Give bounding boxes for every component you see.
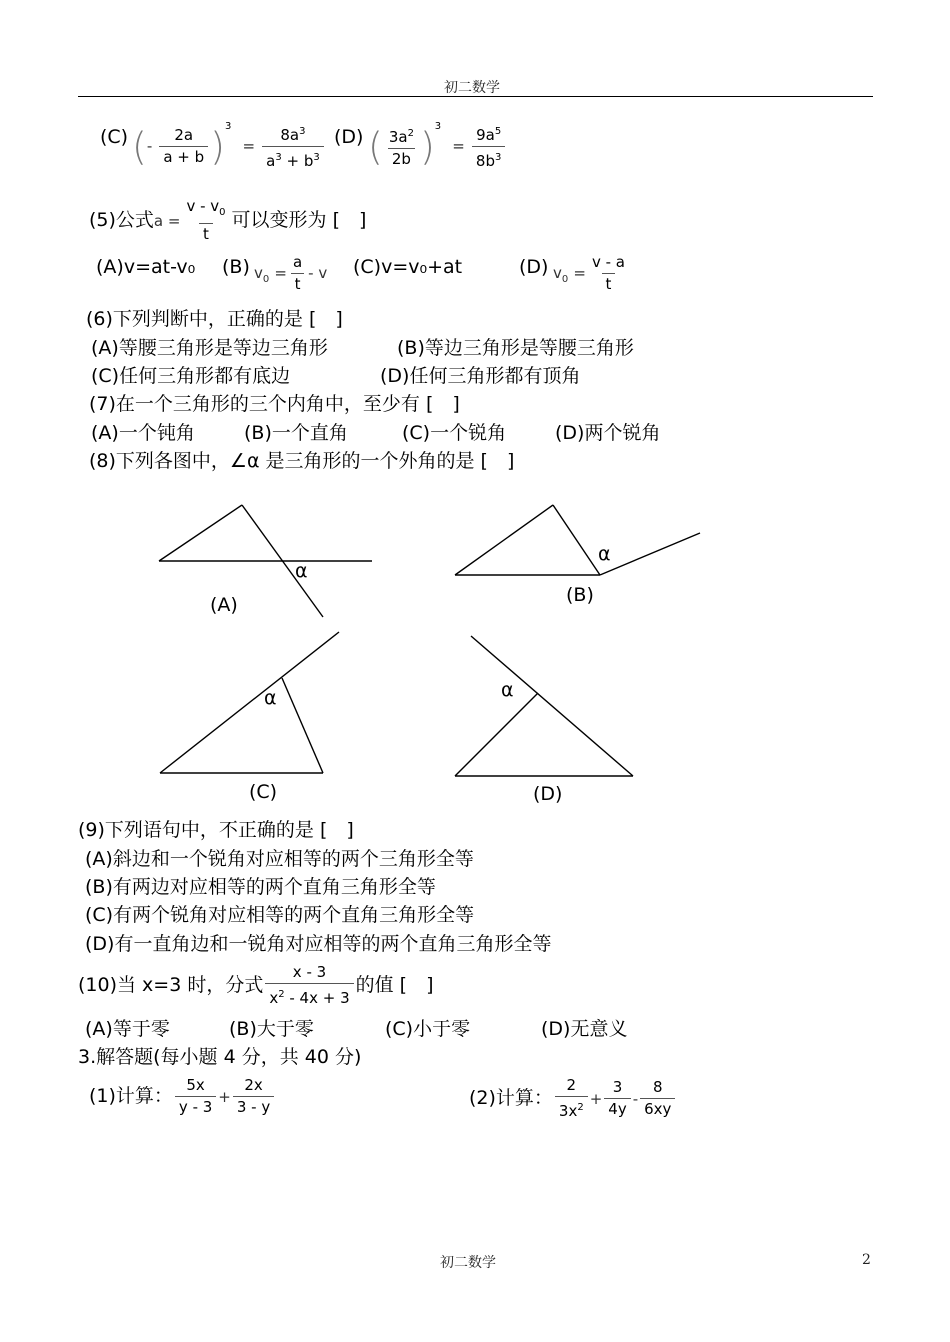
q4-optc-result-fraction: $\frac{8a^3}{a^3 + b^3}$ xyxy=(262,123,324,170)
q4-optc-fraction: $\frac{2a}{a + b}$ xyxy=(159,127,208,166)
q4-optd-result-fraction: $\frac{9a^5}{8b^3}$ xyxy=(472,123,505,170)
q5-option-b-expression: $v_0$ = $\frac{a}{t}$ - v xyxy=(254,253,328,293)
q7-option-d: (D)两个锐角 xyxy=(555,422,661,444)
figure-b-right-side xyxy=(553,505,600,575)
figure-d-left-side xyxy=(455,693,538,776)
q5-option-d: (D) xyxy=(519,256,549,278)
q6-stem: (6)下列判断中，正确的是 [ ] xyxy=(86,308,343,330)
section3-title: 3.解答题(每小题 4 分，共 40 分) xyxy=(78,1046,362,1068)
figure-c-right-side xyxy=(282,678,323,773)
q6-option-d: (D)任何三角形都有顶角 xyxy=(380,365,581,387)
q9-option-d: (D)有一直角边和一锐角对应相等的两个直角三角形全等 xyxy=(85,933,552,955)
q10-option-d: (D)无意义 xyxy=(541,1018,628,1040)
page-header-title: 初二数学 xyxy=(444,80,500,96)
figure-b-label: (B) xyxy=(566,584,594,606)
figure-a-left-side xyxy=(159,505,242,561)
q9-option-c: (C)有两个锐角对应相等的两个直角三角形全等 xyxy=(85,904,475,926)
q4-optc-label: (C) xyxy=(100,126,129,148)
q10-option-b: (B)大于零 xyxy=(229,1018,314,1040)
figure-b-alpha: α xyxy=(598,543,611,565)
q5-option-a: (A)v=at-v₀ xyxy=(96,256,196,278)
figure-a xyxy=(159,505,372,617)
figure-c xyxy=(160,632,339,803)
page-footer-title: 初二数学 xyxy=(440,1255,496,1271)
q8-stem: (8)下列各图中，∠α 是三角形的一个外角的是 [ ] xyxy=(89,450,515,472)
figure-b-left-side xyxy=(455,505,553,575)
q7-option-c: (C)一个锐角 xyxy=(402,422,507,444)
figure-d-label: (D) xyxy=(533,783,563,805)
q9-stem: (9)下列语句中，不正确的是 [ ] xyxy=(78,819,354,841)
q4-optc-neg: - xyxy=(146,137,153,155)
q10-option-a: (A)等于零 xyxy=(85,1018,170,1040)
figure-d-extended-side xyxy=(471,636,633,776)
figure-d-alpha: α xyxy=(501,679,514,701)
figure-c-hypotenuse-extended xyxy=(160,632,339,773)
q7-option-a: (A)一个钝角 xyxy=(91,422,195,444)
section3-problem-1: (1)计算： $\frac{5x}{y - 3}$ + $\frac{2x}{3 - y}$ xyxy=(89,1077,276,1116)
figure-b-ray xyxy=(600,533,700,575)
q4-optd-fraction: $\frac{3a^2}{2b}$ xyxy=(388,128,414,168)
figure-c-alpha: α xyxy=(264,687,277,709)
q7-option-b: (B)一个直角 xyxy=(244,422,348,444)
q4-option-d-expression: ( $\frac{3a^2}{2b}$ )$^3$ = $\frac{9a^5}{8b^3}$ xyxy=(368,121,507,170)
q6-option-b: (B)等边三角形是等腰三角形 xyxy=(397,337,634,359)
q9-option-b: (B)有两边对应相等的两个直角三角形全等 xyxy=(85,876,436,898)
figure-c-label: (C) xyxy=(249,781,278,803)
figure-d xyxy=(455,636,633,805)
q7-stem: (7)在一个三角形的三个内角中，至少有 [ ] xyxy=(89,393,460,415)
figure-a-alpha: α xyxy=(295,560,308,582)
q6-option-a: (A)等腰三角形是等边三角形 xyxy=(91,337,328,359)
figure-b xyxy=(455,505,700,606)
q6-option-c: (C)任何三角形都有底边 xyxy=(91,365,291,387)
section3-problem-2: (2)计算： $\frac{2}{3x^2}$ + $\frac{3}{4y}$ - $\frac{8}{6xy}$ xyxy=(469,1077,677,1120)
figure-a-label: (A) xyxy=(210,594,238,616)
q5-option-c: (C)v=v₀+at xyxy=(353,256,463,278)
q10-fraction: $\frac{x - 3}{x^2 - 4x + 3}$ xyxy=(265,964,353,1007)
page-number: 2 xyxy=(862,1252,871,1268)
q5-stem: (5)公式a = $\frac{v - v_0}{t}$ 可以变形为 [ ] xyxy=(89,197,367,243)
q4-optd-label: (D) xyxy=(334,126,364,148)
q10-option-c: (C)小于零 xyxy=(385,1018,471,1040)
q5-option-d-expression: $v_0$ = $\frac{v - a}{t}$ xyxy=(553,253,625,293)
q5-option-b: (B) xyxy=(222,256,250,278)
q10-stem: (10)当 x=3 时，分式 $\frac{x - 3}{x^2 - 4x + 3}$ 的值 [ ] xyxy=(78,963,434,1007)
q5-formula-fraction: $\frac{v - v_0}{t}$ xyxy=(186,197,226,243)
q9-option-a: (A)斜边和一个锐角对应相等的两个三角形全等 xyxy=(85,848,474,870)
q4-option-c-expression: (- $\frac{2a}{a + b}$ )$^3$ = $\frac{8a^3}{a^3 + b^3}$ xyxy=(132,121,326,170)
